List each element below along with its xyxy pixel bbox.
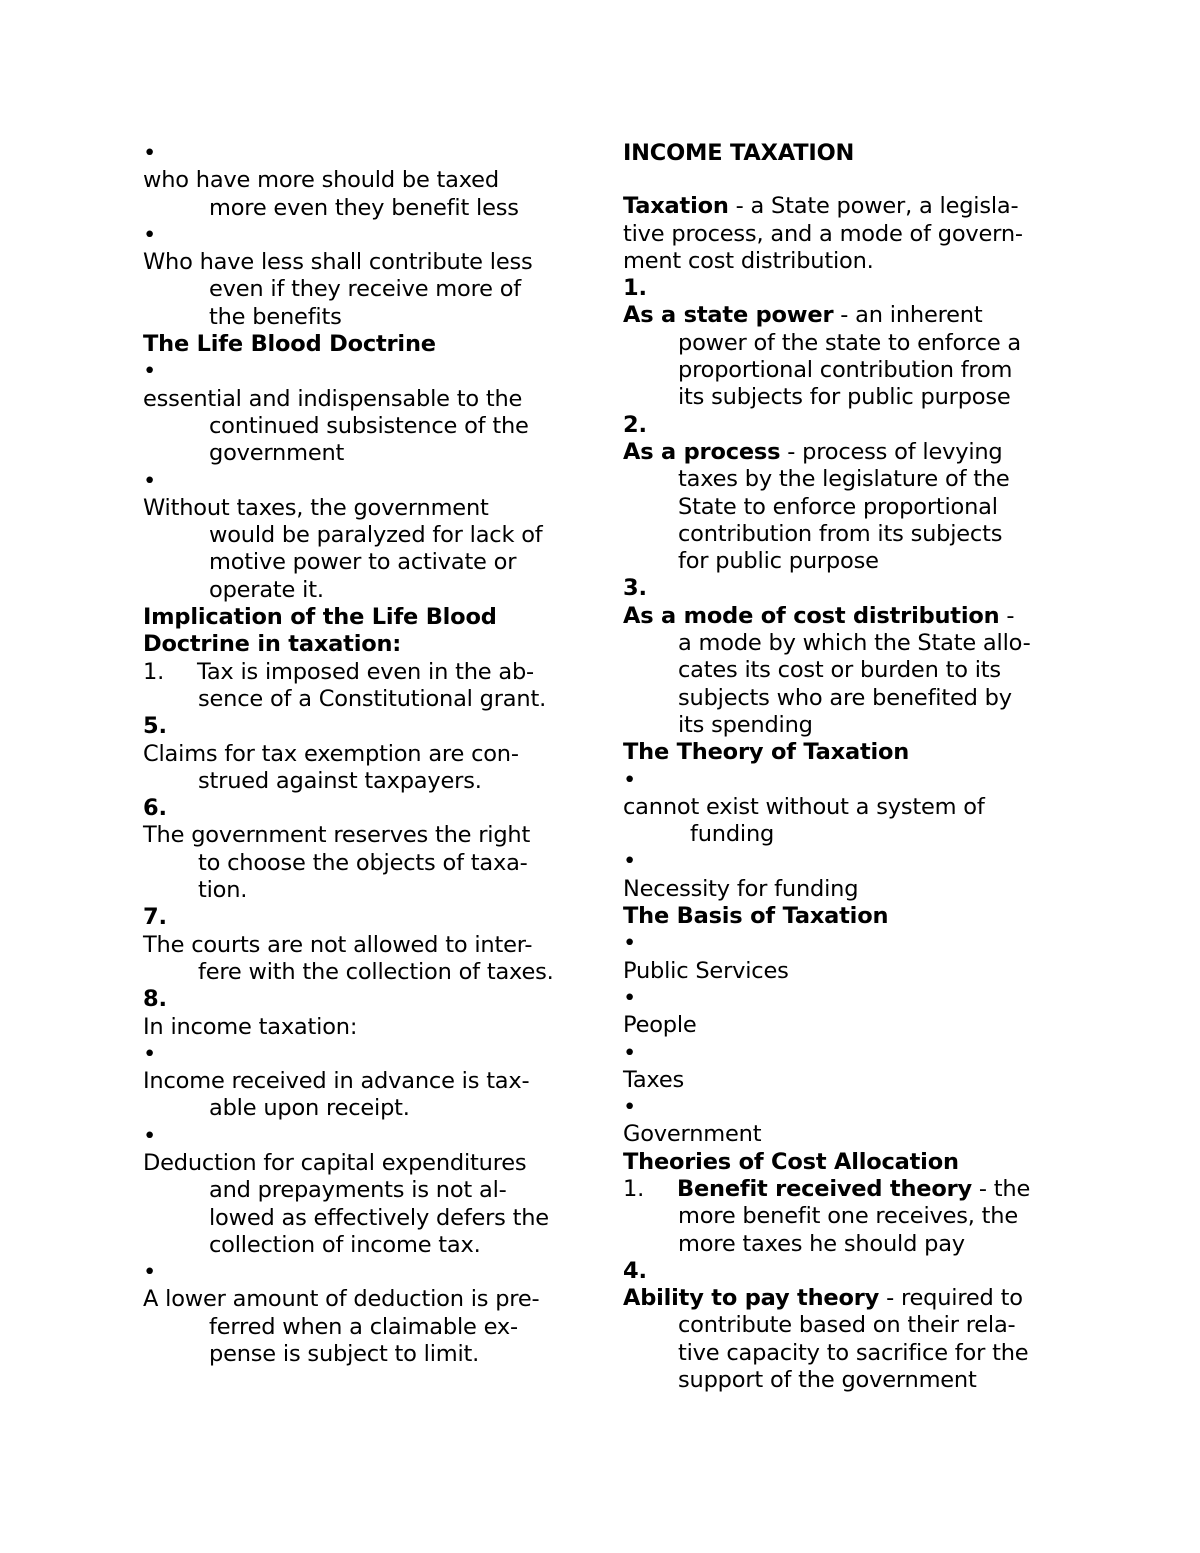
line-text: •	[623, 1094, 637, 1121]
line-text: A lower amount of deduction is pre-	[143, 1286, 540, 1313]
text-line	[623, 1285, 1068, 1312]
line-text: Income received in advance is tax-	[143, 1068, 530, 1095]
text-line	[143, 549, 588, 576]
spacer	[623, 167, 1068, 193]
term-heading: Taxation	[623, 193, 729, 220]
line-text: 7.	[143, 904, 167, 931]
text-line	[143, 1232, 588, 1259]
line-text: •	[623, 766, 637, 793]
list-number: 1.	[143, 658, 165, 685]
text-line	[143, 959, 588, 986]
line-text: 5.	[143, 713, 167, 740]
line-text: and prepayments is not al-	[209, 1177, 507, 1204]
text-line	[623, 140, 1068, 167]
bullet-marker	[143, 468, 588, 495]
text-line	[143, 795, 588, 822]
line-text: Public Services	[623, 957, 789, 984]
term-heading: As a state power	[623, 302, 834, 329]
text-line	[143, 577, 588, 604]
line-text: ferred when a claimable ex-	[209, 1313, 518, 1340]
text-line	[143, 1177, 588, 1204]
line-text: tive process, and a mode of govern-	[623, 220, 1023, 247]
line-text: government	[209, 440, 345, 467]
text-line	[623, 439, 1068, 466]
line-text: •	[143, 221, 157, 248]
text-line	[623, 1258, 1068, 1285]
line-text: Claims for tax exemption are con-	[143, 740, 519, 767]
line-text: ment cost distribution.	[623, 247, 874, 274]
text-line	[623, 712, 1068, 739]
bullet-marker	[623, 985, 1068, 1012]
text-line	[623, 739, 1068, 766]
line-text: lowed as effectively defers the	[209, 1204, 549, 1231]
text-line	[143, 386, 588, 413]
left-column	[143, 140, 588, 1368]
text-line	[143, 276, 588, 303]
line-text: continued subsistence of the	[209, 412, 529, 439]
text-line	[623, 384, 1068, 411]
line-text: 4.	[623, 1257, 647, 1284]
line-text: The courts are not allowed to inter-	[143, 931, 533, 958]
line-text: •	[143, 467, 157, 494]
line-text: - a State power, a legisla-	[728, 193, 1019, 220]
text-line	[623, 1012, 1068, 1039]
line-text: motive power to activate or	[209, 549, 517, 576]
line-text: more benefit one receives, the	[678, 1203, 1019, 1230]
text-line	[623, 603, 1068, 630]
line-text: State to enforce proportional	[678, 493, 998, 520]
line-text: funding	[690, 821, 775, 848]
line-text: would be paralyzed for lack of	[209, 522, 543, 549]
line-text: a mode by which the State allo-	[678, 630, 1031, 657]
text-line	[143, 768, 588, 795]
line-text: •	[623, 1039, 637, 1066]
text-line	[623, 1176, 1068, 1203]
line-text: even if they receive more of	[209, 276, 522, 303]
text-line	[623, 575, 1068, 602]
line-text: •	[143, 140, 157, 166]
text-line	[143, 713, 588, 740]
text-line	[143, 850, 588, 877]
term-heading: Ability to pay theory	[623, 1285, 880, 1312]
text-line	[623, 657, 1068, 684]
text-line	[623, 275, 1068, 302]
line-text: •	[143, 1122, 157, 1149]
text-line	[143, 495, 588, 522]
line-text: who have more should be taxed	[143, 167, 499, 194]
bullet-marker	[143, 1041, 588, 1068]
term-heading: Benefit received theory	[677, 1175, 972, 1202]
text-line	[143, 413, 588, 440]
line-text: more taxes he should pay	[678, 1230, 965, 1257]
line-text: cates its cost or burden to its	[678, 657, 1001, 684]
line-text: The government reserves the right	[143, 822, 531, 849]
text-line	[143, 1314, 588, 1341]
line-text: Government	[623, 1121, 762, 1148]
text-line	[143, 522, 588, 549]
text-line	[143, 741, 588, 768]
text-line	[143, 986, 588, 1013]
text-line	[623, 958, 1068, 985]
line-text: operate it.	[209, 576, 324, 603]
text-line	[623, 1340, 1068, 1367]
line-text: more even they benefit less	[209, 194, 519, 221]
line-text: power of the state to enforce a	[678, 329, 1022, 356]
text-line	[623, 193, 1068, 220]
text-line	[143, 195, 588, 222]
line-text: The Life Blood Doctrine	[143, 331, 436, 358]
text-line	[143, 659, 588, 686]
bullet-marker	[623, 767, 1068, 794]
line-text: Theories of Cost Allocation	[623, 1148, 959, 1175]
line-text: tion.	[198, 877, 248, 904]
line-text: - the	[971, 1175, 1031, 1202]
text-line	[143, 1014, 588, 1041]
text-line	[143, 1095, 588, 1122]
text-line	[143, 932, 588, 959]
line-text: •	[143, 1259, 157, 1286]
text-line	[623, 548, 1068, 575]
line-text: Who have less shall contribute less	[143, 249, 533, 276]
text-line	[623, 1312, 1068, 1339]
text-line	[143, 686, 588, 713]
bullet-marker	[623, 930, 1068, 957]
line-text: 8.	[143, 986, 167, 1013]
line-text: - required to	[879, 1285, 1023, 1312]
bullet-marker	[143, 222, 588, 249]
line-text: to choose the objects of taxa-	[198, 849, 528, 876]
text-line	[623, 821, 1068, 848]
line-text: contribution from its subjects	[678, 520, 1003, 547]
line-text: The Theory of Taxation	[623, 739, 910, 766]
line-text: •	[623, 984, 637, 1011]
right-column	[623, 140, 1068, 1394]
text-line	[623, 1067, 1068, 1094]
text-line	[143, 440, 588, 467]
text-line	[623, 221, 1068, 248]
term-heading: As a process	[623, 438, 781, 465]
line-text: •	[623, 848, 637, 875]
bullet-marker	[623, 848, 1068, 875]
line-text: the benefits	[209, 303, 342, 330]
line-text: Deduction for capital expenditures	[143, 1149, 527, 1176]
line-text: Tax is imposed even in the ab-	[197, 658, 534, 685]
term-heading: As a mode of cost distribution	[623, 602, 1000, 629]
text-line	[143, 631, 588, 658]
line-text: In income taxation:	[143, 1013, 358, 1040]
line-text: - an inherent	[833, 302, 983, 329]
line-text: taxes by the legislature of the	[678, 466, 1010, 493]
text-line	[623, 494, 1068, 521]
line-text: cannot exist without a system of	[623, 793, 985, 820]
line-text: its spending	[678, 711, 813, 738]
line-text: subjects who are benefited by	[678, 684, 1012, 711]
line-text: 3.	[623, 575, 647, 602]
line-text: Implication of the Life Blood	[143, 604, 497, 631]
line-text: INCOME TAXATION	[623, 140, 855, 166]
bullet-marker	[143, 140, 588, 167]
text-line	[623, 876, 1068, 903]
line-text: •	[143, 358, 157, 385]
line-text: Taxes	[623, 1066, 684, 1093]
line-text: strued against taxpayers.	[198, 767, 482, 794]
line-text: -	[999, 602, 1015, 629]
text-line	[143, 167, 588, 194]
text-line	[623, 466, 1068, 493]
line-text: support of the government	[678, 1367, 977, 1394]
text-line	[143, 304, 588, 331]
line-text: fere with the collection of taxes.	[198, 958, 554, 985]
text-line	[623, 630, 1068, 657]
text-line	[623, 357, 1068, 384]
text-line	[143, 1286, 588, 1313]
text-line	[623, 1367, 1068, 1394]
list-number: 1.	[623, 1175, 645, 1202]
line-text: 1.	[623, 275, 647, 302]
line-text: People	[623, 1012, 697, 1039]
line-text: 6.	[143, 795, 167, 822]
text-line	[623, 1203, 1068, 1230]
bullet-marker	[143, 1123, 588, 1150]
text-line	[143, 877, 588, 904]
line-text: •	[623, 930, 637, 957]
text-line	[623, 412, 1068, 439]
line-text: tive capacity to sacrifice for the	[678, 1339, 1029, 1366]
line-text: The Basis of Taxation	[623, 903, 889, 930]
text-line	[623, 794, 1068, 821]
text-line	[143, 822, 588, 849]
bullet-marker	[143, 358, 588, 385]
text-line	[623, 1121, 1068, 1148]
bullet-marker	[623, 1094, 1068, 1121]
line-text: for public purpose	[678, 548, 879, 575]
text-line	[143, 331, 588, 358]
text-line	[143, 1205, 588, 1232]
text-line	[143, 904, 588, 931]
line-text: essential and indispensable to the	[143, 385, 523, 412]
text-line	[623, 1231, 1068, 1258]
bullet-marker	[623, 1040, 1068, 1067]
line-text: able upon receipt.	[209, 1095, 410, 1122]
line-text: •	[143, 1040, 157, 1067]
text-line	[143, 1341, 588, 1368]
line-text: pense is subject to limit.	[209, 1341, 480, 1368]
text-line	[623, 685, 1068, 712]
text-line	[623, 521, 1068, 548]
text-line	[623, 903, 1068, 930]
text-line	[623, 1149, 1068, 1176]
line-text: 2.	[623, 411, 647, 438]
text-line	[623, 248, 1068, 275]
text-line	[623, 302, 1068, 329]
line-text: sence of a Constitutional grant.	[198, 685, 547, 712]
line-text: Doctrine in taxation:	[143, 631, 402, 658]
text-line	[623, 330, 1068, 357]
text-line	[143, 249, 588, 276]
text-line	[143, 1068, 588, 1095]
line-text: - process of levying	[780, 438, 1003, 465]
line-text: collection of income tax.	[209, 1231, 481, 1258]
line-text: its subjects for public purpose	[678, 384, 1011, 411]
line-text: Without taxes, the government	[143, 494, 489, 521]
line-text: Necessity for funding	[623, 875, 859, 902]
line-text: proportional contribution from	[678, 357, 1013, 384]
bullet-marker	[143, 1259, 588, 1286]
text-line	[143, 1150, 588, 1177]
line-text: contribute based on their rela-	[678, 1312, 1016, 1339]
text-line	[143, 604, 588, 631]
